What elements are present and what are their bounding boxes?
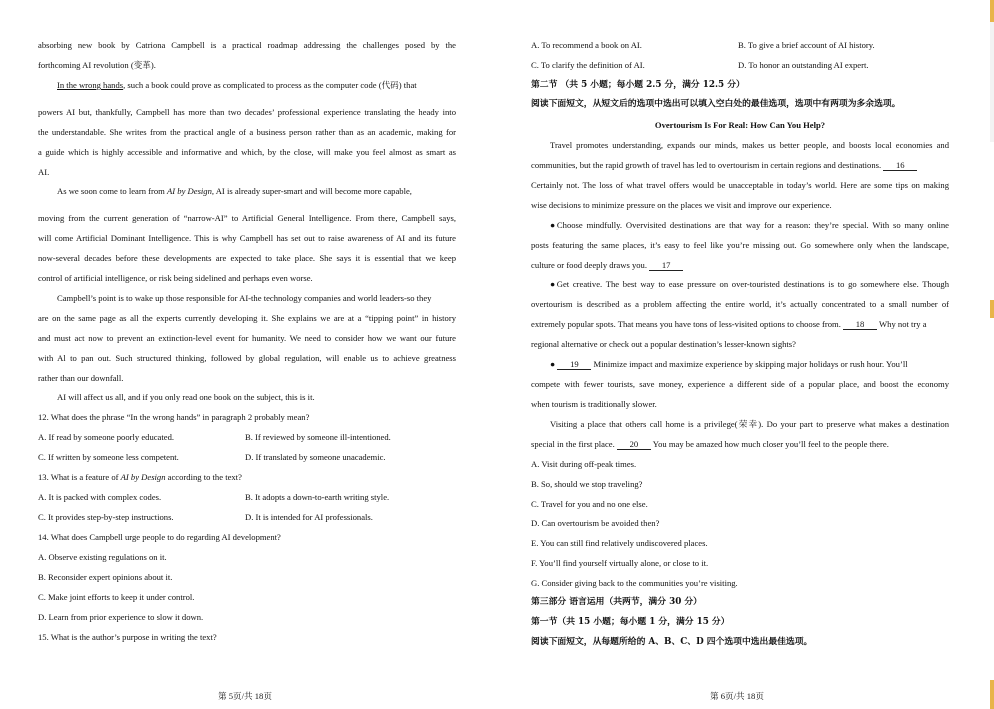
- blank-16[interactable]: 16: [883, 160, 917, 171]
- text-line: absorbing new book by Catriona Campbell is a practical roadmap addressing the challenges posed by the: [38, 40, 456, 50]
- book-title: AI by Design: [167, 186, 212, 196]
- text-line: wise decisions to minimize pressure on the places we visit and improve our experience.: [531, 200, 832, 210]
- text-line: AI will affect us all, and if you only read one book on the subject, this is it.: [57, 392, 315, 402]
- option-15A: A. To recommend a book on AI.: [531, 40, 642, 50]
- option-12D: D. If translated by someone unacademic.: [245, 452, 386, 462]
- text-line: overtourism is described as a problem affecting the entire world, it’s actually concentrated to a small number of: [531, 299, 949, 309]
- option-12B: B. If reviewed by someone ill-intentioned.: [245, 432, 391, 442]
- option-14D: D. Learn from prior experience to slow it down.: [38, 612, 204, 622]
- edge-tab: [990, 680, 994, 709]
- text-line: As we soon come to learn from AI by Design, AI is already super-smart and will become more capable,: [57, 186, 412, 196]
- option-13B: B. It adopts a down-to-earth writing style.: [245, 492, 390, 502]
- underlined-phrase: In the wrong hands: [57, 80, 124, 90]
- text-line: are on the same page as all the experts currently developing it. She explains we are at a “tipping point” in history: [38, 313, 456, 323]
- option-13A: A. It is packed with complex codes.: [38, 492, 162, 502]
- option-D: D. Can overtourism be avoided then?: [531, 518, 660, 528]
- text-line: powers AI but, thankfully, Campbell has more than two decades’ professional experience translating the heady into: [38, 107, 456, 117]
- option-12C: C. If written by someone less competent.: [38, 452, 179, 462]
- option-F: F. You’ll find yourself virtually alone, or close to it.: [531, 558, 709, 568]
- text-line: Visiting a place that others call home is a privilege(荣幸). Do your part to preserve what makes a destination: [550, 419, 949, 429]
- blank-19[interactable]: 19: [557, 359, 591, 370]
- text-line: special in the first place. 20 You may be amazed how much closer you’ll feel to the people there.: [531, 439, 889, 449]
- option-15B: B. To give a brief account of AI history.: [738, 40, 875, 50]
- question-13: 13. What is a feature of AI by Design according to the text?: [38, 472, 242, 482]
- text-line: ●Choose mindfully. Overvisited destinations are that way for a reason: they’re special. With so many online: [550, 220, 949, 230]
- text-line: a guide which is highly accessible and informative and which, by the close, will make you feel almost as smart as: [38, 147, 456, 157]
- blank-17[interactable]: 17: [649, 260, 683, 271]
- text-line: ● 19 Minimize impact and maximize experience by skipping major holidays or rush hour. You’ll: [550, 359, 908, 369]
- text-line: will come Artificial Dominant Intelligence. This is why Campbell has set out to raise awareness of AI and its future: [38, 233, 456, 243]
- text-line: extremely popular spots. That means you have tons of less-visited options to choose from. 18 Why not try a: [531, 319, 927, 329]
- text-line: regional alternative or check out a popular destination’s lesser-known sights?: [531, 339, 796, 349]
- option-14B: B. Reconsider expert opinions about it.: [38, 572, 173, 582]
- text-line: Travel promotes understanding, expands our minds, makes us better people, and boosts local economies and: [550, 140, 949, 150]
- text-line: culture or food deeply draws you. 17: [531, 260, 683, 271]
- page-number-right: 第 6页/共 18页: [710, 691, 764, 701]
- text-line: In the wrong hands, such a book could prove as complicated to process as the computer code (代码) that: [57, 80, 417, 90]
- text-line: compete with fewer tourists, save money, experience a different side of a popular place, and boost the economy: [531, 379, 949, 389]
- option-13C: C. It provides step-by-step instructions.: [38, 512, 174, 522]
- option-A: A. Visit during off-peak times.: [531, 459, 637, 469]
- option-C: C. Travel for you and no one else.: [531, 499, 648, 509]
- text-line: posts featuring the same places, it’s easy to feel like you’re missing out. Go somewhere only when the landscape,: [531, 240, 949, 250]
- question-12: 12. What does the phrase “In the wrong hands” in paragraph 2 probably mean?: [38, 412, 310, 422]
- text-line: moving from the current generation of “narrow-AI” to Artificial General Intelligence. From there, Campbell says,: [38, 213, 456, 223]
- text-line: control of artificial intelligence, or risk being sidelined and perhaps even worse.: [38, 273, 313, 283]
- text-line: Certainly not. The loss of what travel offers would be unacceptable in today’s world. Here are some tips on making: [531, 180, 949, 190]
- option-14A: A. Observe existing regulations on it.: [38, 552, 167, 562]
- section-2-title: 第二节 （共 5 小题；每小题 2.5 分，满分 12.5 分）: [531, 80, 745, 90]
- text-line: with Al to pan out. Such structured thinking, followed by global regulation, will enable us to achieve greatness: [38, 353, 456, 363]
- option-14C: C. Make joint efforts to keep it under control.: [38, 592, 195, 602]
- text-line: the understandable. She writes from the practical angle of a business person rather than as an academic, making for: [38, 127, 456, 137]
- option-G: G. Consider giving back to the communities you’re visiting.: [531, 578, 738, 588]
- text-line: and must act now to prevent an extinction-level event for humanity. We need to consider how we want our future: [38, 333, 456, 343]
- part-3-instructions: 阅读下面短文，从每题所给的 A、B、C、D 四个选项中选出最佳选项。: [531, 637, 813, 647]
- edge-tab: [990, 300, 994, 318]
- edge-tab: [990, 0, 994, 22]
- option-E: E. You can still find relatively undiscovered places.: [531, 538, 708, 548]
- text-line: when tourism is traditionally slower.: [531, 399, 657, 409]
- text-line: now-several decades before these developments are expected to take place. She says it is essential that we keep: [38, 253, 456, 263]
- page-number-left: 第 5页/共 18页: [218, 691, 272, 701]
- option-13D: D. It is intended for AI professionals.: [245, 512, 373, 522]
- part-3-title: 第三部分 语言运用（共两节，满分 30 分）: [531, 597, 702, 607]
- edge-strip: [990, 22, 994, 142]
- option-12A: A. If read by someone poorly educated.: [38, 432, 175, 442]
- text-line: Campbell’s point is to wake up those responsible for AI-the technology companies and world leaders-so they: [57, 293, 432, 303]
- text-line: ●Get creative. The best way to ease pressure on over-touristed destinations is to go somewhere else. Though: [550, 279, 949, 289]
- passage-title: Overtourism Is For Real: How Can You Help?: [654, 120, 826, 130]
- text-line: communities, but the rapid growth of travel has led to overtourism in certain regions and destinations. 16: [531, 160, 917, 171]
- option-15D: D. To honor an outstanding AI expert.: [738, 60, 869, 70]
- question-15: 15. What is the author’s purpose in writing the text?: [38, 632, 217, 642]
- section-2-instructions: 阅读下面短文，从短文后的选项中选出可以填入空白处的最佳选项，选项中有两项为多余选项。: [531, 99, 901, 109]
- option-B: B. So, should we stop traveling?: [531, 479, 643, 489]
- blank-18[interactable]: 18: [843, 319, 877, 330]
- text-line: forthcoming AI revolution (变革).: [38, 60, 156, 70]
- question-14: 14. What does Campbell urge people to do regarding AI development?: [38, 532, 281, 542]
- blank-20[interactable]: 20: [617, 439, 651, 450]
- option-15C: C. To clarify the definition of AI.: [531, 60, 645, 70]
- part-3-section-1: 第一节（共 15 小题；每小题 1 分，满分 15 分）: [531, 617, 730, 627]
- text-line: AI.: [38, 167, 50, 177]
- text-line: rather than our downfall.: [38, 373, 124, 383]
